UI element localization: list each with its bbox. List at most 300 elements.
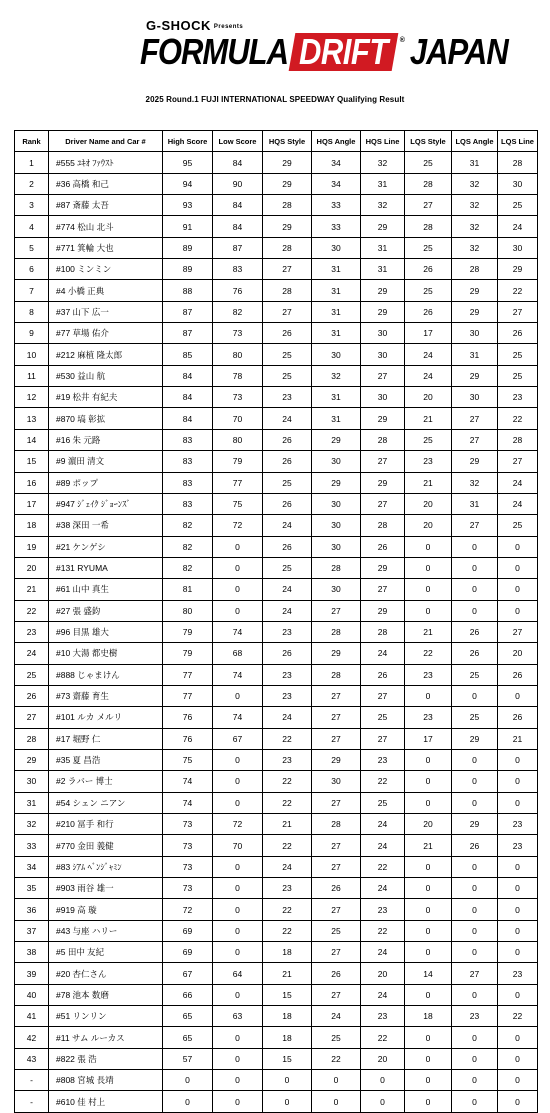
cell-hqs-line: 29 xyxy=(361,557,405,578)
cell-lqs-angle: 0 xyxy=(452,771,498,792)
cell-low-score: 0 xyxy=(213,1027,263,1048)
cell-high-score: 82 xyxy=(163,536,213,557)
cell-lqs-angle: 29 xyxy=(452,814,498,835)
cell-hqs-style: 22 xyxy=(263,899,312,920)
cell-lqs-angle: 26 xyxy=(452,643,498,664)
cell-hqs-line: 20 xyxy=(361,963,405,984)
cell-low-score: 80 xyxy=(213,429,263,450)
cell-hqs-style: 24 xyxy=(263,707,312,728)
cell-lqs-angle: 0 xyxy=(452,579,498,600)
cell-high-score: 74 xyxy=(163,771,213,792)
cell-lqs-style: 0 xyxy=(405,792,452,813)
cell-lqs-angle: 29 xyxy=(452,280,498,301)
cell-lqs-angle: 0 xyxy=(452,536,498,557)
cell-driver: #2 ラバー 博士 xyxy=(49,771,163,792)
cell-hqs-style: 26 xyxy=(263,493,312,514)
table-row xyxy=(15,195,538,216)
cell-low-score: 74 xyxy=(213,707,263,728)
cell-high-score: 77 xyxy=(163,685,213,706)
cell-hqs-style: 26 xyxy=(263,429,312,450)
cell-lqs-line: 0 xyxy=(498,920,538,941)
table-row xyxy=(15,472,538,493)
cell-hqs-line: 0 xyxy=(361,1070,405,1091)
cell-lqs-angle: 29 xyxy=(452,301,498,322)
column-header-hqs-style: HQS Style xyxy=(263,131,312,152)
cell-hqs-angle: 31 xyxy=(312,259,361,280)
cell-rank: 36 xyxy=(15,899,49,920)
cell-lqs-line: 22 xyxy=(498,1006,538,1027)
cell-lqs-angle: 0 xyxy=(452,984,498,1005)
cell-low-score: 73 xyxy=(213,323,263,344)
cell-hqs-style: 28 xyxy=(263,237,312,258)
column-header-lqs-line: LQS Line xyxy=(498,131,538,152)
cell-driver: #903 雨谷 雄一 xyxy=(49,878,163,899)
cell-driver: #770 金田 義健 xyxy=(49,835,163,856)
cell-hqs-angle: 26 xyxy=(312,963,361,984)
cell-rank: 13 xyxy=(15,408,49,429)
cell-hqs-angle: 31 xyxy=(312,408,361,429)
cell-lqs-style: 14 xyxy=(405,963,452,984)
sponsor-presents: Presents xyxy=(213,23,244,30)
cell-hqs-angle: 25 xyxy=(312,920,361,941)
cell-rank: - xyxy=(15,1091,49,1112)
table-row xyxy=(15,749,538,770)
cell-lqs-style: 0 xyxy=(405,1091,452,1112)
cell-hqs-angle: 30 xyxy=(312,451,361,472)
cell-rank: 5 xyxy=(15,237,49,258)
cell-hqs-line: 30 xyxy=(361,344,405,365)
cell-hqs-style: 15 xyxy=(263,984,312,1005)
cell-high-score: 84 xyxy=(163,408,213,429)
cell-lqs-line: 24 xyxy=(498,472,538,493)
table-row xyxy=(15,621,538,642)
cell-rank: 15 xyxy=(15,451,49,472)
cell-hqs-angle: 34 xyxy=(312,173,361,194)
cell-lqs-angle: 23 xyxy=(452,1006,498,1027)
cell-hqs-angle: 27 xyxy=(312,984,361,1005)
cell-hqs-angle: 22 xyxy=(312,1048,361,1069)
cell-hqs-line: 27 xyxy=(361,728,405,749)
cell-high-score: 69 xyxy=(163,942,213,963)
cell-lqs-angle: 32 xyxy=(452,173,498,194)
cell-hqs-style: 0 xyxy=(263,1091,312,1112)
cell-hqs-angle: 34 xyxy=(312,152,361,173)
cell-driver: #78 池本 数磨 xyxy=(49,984,163,1005)
cell-hqs-style: 18 xyxy=(263,942,312,963)
cell-driver: #87 斎藤 太吾 xyxy=(49,195,163,216)
cell-low-score: 82 xyxy=(213,301,263,322)
cell-hqs-line: 27 xyxy=(361,493,405,514)
cell-low-score: 72 xyxy=(213,814,263,835)
cell-hqs-angle: 33 xyxy=(312,216,361,237)
cell-rank: 39 xyxy=(15,963,49,984)
cell-high-score: 89 xyxy=(163,237,213,258)
cell-hqs-line: 25 xyxy=(361,792,405,813)
cell-hqs-line: 29 xyxy=(361,280,405,301)
cell-hqs-angle: 30 xyxy=(312,237,361,258)
cell-low-score: 0 xyxy=(213,792,263,813)
cell-lqs-angle: 27 xyxy=(452,429,498,450)
cell-hqs-style: 29 xyxy=(263,216,312,237)
cell-hqs-line: 24 xyxy=(361,643,405,664)
cell-hqs-style: 22 xyxy=(263,792,312,813)
cell-hqs-angle: 27 xyxy=(312,835,361,856)
cell-lqs-style: 25 xyxy=(405,429,452,450)
cell-hqs-line: 29 xyxy=(361,216,405,237)
cell-driver: #555 ﾕｷｵ ﾌｧｳｽﾄ xyxy=(49,152,163,173)
cell-lqs-line: 27 xyxy=(498,301,538,322)
cell-hqs-angle: 30 xyxy=(312,579,361,600)
cell-hqs-line: 24 xyxy=(361,878,405,899)
cell-lqs-style: 0 xyxy=(405,579,452,600)
cell-lqs-angle: 31 xyxy=(452,152,498,173)
cell-lqs-angle: 0 xyxy=(452,899,498,920)
cell-rank: 17 xyxy=(15,493,49,514)
cell-rank: 4 xyxy=(15,216,49,237)
cell-lqs-style: 26 xyxy=(405,259,452,280)
table-row xyxy=(15,707,538,728)
cell-rank: 26 xyxy=(15,685,49,706)
cell-low-score: 72 xyxy=(213,515,263,536)
logo-drift-box xyxy=(289,30,398,73)
cell-lqs-angle: 0 xyxy=(452,792,498,813)
cell-hqs-angle: 28 xyxy=(312,664,361,685)
cell-low-score: 80 xyxy=(213,344,263,365)
cell-hqs-line: 22 xyxy=(361,1027,405,1048)
cell-lqs-line: 0 xyxy=(498,579,538,600)
cell-hqs-angle: 27 xyxy=(312,600,361,621)
cell-rank: 3 xyxy=(15,195,49,216)
cell-rank: 1 xyxy=(15,152,49,173)
cell-hqs-angle: 31 xyxy=(312,280,361,301)
cell-low-score: 0 xyxy=(213,1048,263,1069)
cell-hqs-style: 21 xyxy=(263,963,312,984)
cell-driver: #9 濵田 清文 xyxy=(49,451,163,472)
column-header-rank: Rank xyxy=(15,131,49,152)
cell-lqs-style: 0 xyxy=(405,536,452,557)
cell-low-score: 78 xyxy=(213,365,263,386)
cell-driver: #888 じゃまけん xyxy=(49,664,163,685)
cell-lqs-angle: 0 xyxy=(452,1091,498,1112)
cell-lqs-style: 0 xyxy=(405,1048,452,1069)
table-row xyxy=(15,920,538,941)
cell-driver: #212 麻植 隆太郎 xyxy=(49,344,163,365)
cell-low-score: 74 xyxy=(213,621,263,642)
table-row xyxy=(15,323,538,344)
cell-driver: #35 夏 昌浩 xyxy=(49,749,163,770)
cell-lqs-line: 0 xyxy=(498,685,538,706)
cell-hqs-angle: 33 xyxy=(312,195,361,216)
cell-rank: 22 xyxy=(15,600,49,621)
cell-lqs-style: 23 xyxy=(405,707,452,728)
cell-low-score: 84 xyxy=(213,216,263,237)
cell-rank: 19 xyxy=(15,536,49,557)
cell-hqs-angle: 27 xyxy=(312,707,361,728)
column-header-lqs-style: LQS Style xyxy=(405,131,452,152)
cell-high-score: 57 xyxy=(163,1048,213,1069)
cell-rank: - xyxy=(15,1070,49,1091)
cell-lqs-style: 25 xyxy=(405,237,452,258)
cell-rank: 18 xyxy=(15,515,49,536)
cell-lqs-style: 0 xyxy=(405,984,452,1005)
logo-word-formula: FORMULA xyxy=(140,30,288,73)
table-row xyxy=(15,963,538,984)
table-row xyxy=(15,301,538,322)
cell-hqs-angle: 27 xyxy=(312,856,361,877)
cell-hqs-angle: 30 xyxy=(312,515,361,536)
cell-lqs-style: 0 xyxy=(405,600,452,621)
cell-lqs-angle: 0 xyxy=(452,1048,498,1069)
cell-hqs-style: 23 xyxy=(263,621,312,642)
cell-hqs-line: 22 xyxy=(361,771,405,792)
cell-hqs-line: 29 xyxy=(361,301,405,322)
cell-lqs-line: 25 xyxy=(498,515,538,536)
cell-lqs-style: 22 xyxy=(405,643,452,664)
cell-lqs-line: 25 xyxy=(498,365,538,386)
cell-lqs-style: 23 xyxy=(405,451,452,472)
table-row xyxy=(15,280,538,301)
cell-rank: 38 xyxy=(15,942,49,963)
cell-hqs-angle: 28 xyxy=(312,621,361,642)
logo-word-drift: DRIFT xyxy=(298,30,388,73)
table-header xyxy=(15,131,538,152)
cell-low-score: 83 xyxy=(213,259,263,280)
cell-hqs-style: 23 xyxy=(263,685,312,706)
cell-hqs-style: 18 xyxy=(263,1027,312,1048)
cell-driver: #822 張 浩 xyxy=(49,1048,163,1069)
cell-lqs-angle: 30 xyxy=(452,323,498,344)
cell-lqs-angle: 25 xyxy=(452,707,498,728)
cell-low-score: 87 xyxy=(213,237,263,258)
cell-lqs-angle: 29 xyxy=(452,728,498,749)
cell-lqs-angle: 29 xyxy=(452,365,498,386)
cell-lqs-angle: 0 xyxy=(452,600,498,621)
cell-hqs-style: 25 xyxy=(263,365,312,386)
cell-lqs-style: 28 xyxy=(405,216,452,237)
cell-hqs-style: 28 xyxy=(263,195,312,216)
cell-hqs-line: 26 xyxy=(361,664,405,685)
cell-hqs-line: 24 xyxy=(361,942,405,963)
table-row xyxy=(15,771,538,792)
cell-lqs-angle: 25 xyxy=(452,664,498,685)
table-row xyxy=(15,387,538,408)
cell-driver: #51 リンリン xyxy=(49,1006,163,1027)
table-body xyxy=(15,152,538,1112)
cell-lqs-style: 21 xyxy=(405,621,452,642)
cell-lqs-line: 0 xyxy=(498,749,538,770)
cell-lqs-line: 29 xyxy=(498,259,538,280)
cell-driver: #5 田中 友紀 xyxy=(49,942,163,963)
cell-driver: #947 ｼﾞｪｲｸ ｼﾞｮｰﾝｽﾞ xyxy=(49,493,163,514)
cell-low-score: 84 xyxy=(213,152,263,173)
cell-hqs-line: 31 xyxy=(361,259,405,280)
cell-hqs-angle: 30 xyxy=(312,493,361,514)
cell-low-score: 0 xyxy=(213,942,263,963)
cell-rank: 31 xyxy=(15,792,49,813)
cell-hqs-line: 23 xyxy=(361,899,405,920)
cell-low-score: 0 xyxy=(213,1070,263,1091)
table-row xyxy=(15,899,538,920)
table-row xyxy=(15,984,538,1005)
cell-low-score: 0 xyxy=(213,920,263,941)
cell-driver: #27 張 盛鈞 xyxy=(49,600,163,621)
cell-lqs-line: 26 xyxy=(498,323,538,344)
cell-lqs-line: 28 xyxy=(498,152,538,173)
cell-high-score: 72 xyxy=(163,899,213,920)
cell-hqs-style: 26 xyxy=(263,536,312,557)
cell-hqs-style: 27 xyxy=(263,301,312,322)
table-row xyxy=(15,664,538,685)
cell-hqs-style: 18 xyxy=(263,1006,312,1027)
cell-lqs-angle: 27 xyxy=(452,408,498,429)
cell-lqs-line: 0 xyxy=(498,878,538,899)
cell-hqs-style: 22 xyxy=(263,835,312,856)
cell-low-score: 0 xyxy=(213,984,263,1005)
table-row xyxy=(15,1091,538,1112)
cell-hqs-line: 32 xyxy=(361,152,405,173)
cell-lqs-line: 0 xyxy=(498,856,538,877)
cell-driver: #37 山下 広一 xyxy=(49,301,163,322)
column-header-driver: Driver Name and Car # xyxy=(49,131,163,152)
cell-hqs-angle: 24 xyxy=(312,1006,361,1027)
cell-lqs-angle: 0 xyxy=(452,1070,498,1091)
cell-high-score: 79 xyxy=(163,643,213,664)
cell-rank: 28 xyxy=(15,728,49,749)
cell-high-score: 73 xyxy=(163,814,213,835)
cell-high-score: 73 xyxy=(163,835,213,856)
cell-high-score: 69 xyxy=(163,920,213,941)
cell-hqs-line: 31 xyxy=(361,237,405,258)
cell-driver: #89 ポップ xyxy=(49,472,163,493)
cell-rank: 23 xyxy=(15,621,49,642)
qualifying-results-table xyxy=(14,130,538,1113)
cell-lqs-line: 30 xyxy=(498,173,538,194)
cell-high-score: 83 xyxy=(163,429,213,450)
cell-rank: 2 xyxy=(15,173,49,194)
cell-lqs-style: 20 xyxy=(405,387,452,408)
cell-driver: #20 杏仁さん xyxy=(49,963,163,984)
cell-lqs-line: 25 xyxy=(498,195,538,216)
cell-hqs-line: 24 xyxy=(361,984,405,1005)
cell-lqs-line: 21 xyxy=(498,728,538,749)
cell-high-score: 0 xyxy=(163,1091,213,1112)
cell-lqs-line: 28 xyxy=(498,429,538,450)
cell-hqs-line: 23 xyxy=(361,1006,405,1027)
cell-high-score: 87 xyxy=(163,323,213,344)
cell-hqs-angle: 25 xyxy=(312,1027,361,1048)
registered-mark: ® xyxy=(399,37,405,44)
cell-low-score: 76 xyxy=(213,280,263,301)
cell-lqs-line: 0 xyxy=(498,1091,538,1112)
cell-hqs-angle: 0 xyxy=(312,1091,361,1112)
cell-hqs-style: 24 xyxy=(263,600,312,621)
cell-hqs-line: 27 xyxy=(361,579,405,600)
table-row xyxy=(15,365,538,386)
cell-hqs-style: 25 xyxy=(263,557,312,578)
cell-lqs-angle: 29 xyxy=(452,451,498,472)
cell-lqs-angle: 0 xyxy=(452,920,498,941)
cell-lqs-line: 23 xyxy=(498,387,538,408)
cell-lqs-angle: 27 xyxy=(452,515,498,536)
cell-lqs-angle: 31 xyxy=(452,493,498,514)
table-row xyxy=(15,1070,538,1091)
cell-hqs-style: 15 xyxy=(263,1048,312,1069)
cell-rank: 41 xyxy=(15,1006,49,1027)
table-row xyxy=(15,1006,538,1027)
cell-lqs-line: 0 xyxy=(498,792,538,813)
table-row xyxy=(15,515,538,536)
table-row xyxy=(15,536,538,557)
cell-lqs-style: 25 xyxy=(405,280,452,301)
cell-high-score: 65 xyxy=(163,1027,213,1048)
cell-driver: #73 齋藤 育生 xyxy=(49,685,163,706)
cell-lqs-style: 27 xyxy=(405,195,452,216)
cell-high-score: 88 xyxy=(163,280,213,301)
cell-lqs-style: 0 xyxy=(405,942,452,963)
cell-hqs-style: 26 xyxy=(263,323,312,344)
cell-hqs-angle: 30 xyxy=(312,771,361,792)
cell-rank: 35 xyxy=(15,878,49,899)
cell-hqs-angle: 32 xyxy=(312,365,361,386)
cell-lqs-line: 0 xyxy=(498,984,538,1005)
cell-hqs-line: 30 xyxy=(361,323,405,344)
cell-rank: 29 xyxy=(15,749,49,770)
cell-rank: 16 xyxy=(15,472,49,493)
cell-lqs-style: 28 xyxy=(405,173,452,194)
column-header-hqs-angle: HQS Angle xyxy=(312,131,361,152)
cell-lqs-style: 0 xyxy=(405,749,452,770)
cell-hqs-line: 27 xyxy=(361,451,405,472)
cell-hqs-style: 27 xyxy=(263,259,312,280)
table-row xyxy=(15,643,538,664)
cell-lqs-line: 23 xyxy=(498,835,538,856)
cell-hqs-line: 30 xyxy=(361,387,405,408)
cell-hqs-line: 0 xyxy=(361,1091,405,1112)
cell-rank: 14 xyxy=(15,429,49,450)
table-row xyxy=(15,259,538,280)
cell-lqs-style: 0 xyxy=(405,920,452,941)
cell-lqs-angle: 30 xyxy=(452,387,498,408)
cell-driver: #54 シェン ニアン xyxy=(49,792,163,813)
cell-hqs-style: 24 xyxy=(263,856,312,877)
cell-hqs-angle: 27 xyxy=(312,685,361,706)
cell-hqs-line: 32 xyxy=(361,195,405,216)
cell-high-score: 93 xyxy=(163,195,213,216)
cell-rank: 27 xyxy=(15,707,49,728)
cell-lqs-line: 0 xyxy=(498,899,538,920)
cell-hqs-angle: 31 xyxy=(312,323,361,344)
cell-lqs-style: 0 xyxy=(405,856,452,877)
cell-driver: #808 宮城 長靖 xyxy=(49,1070,163,1091)
table-row xyxy=(15,344,538,365)
table-row xyxy=(15,942,538,963)
cell-driver: #61 山中 真生 xyxy=(49,579,163,600)
cell-lqs-style: 26 xyxy=(405,301,452,322)
cell-hqs-angle: 27 xyxy=(312,899,361,920)
cell-lqs-line: 0 xyxy=(498,536,538,557)
cell-low-score: 0 xyxy=(213,771,263,792)
cell-driver: #774 松山 北斗 xyxy=(49,216,163,237)
cell-rank: 12 xyxy=(15,387,49,408)
cell-lqs-line: 27 xyxy=(498,451,538,472)
cell-lqs-style: 17 xyxy=(405,323,452,344)
cell-rank: 25 xyxy=(15,664,49,685)
cell-low-score: 74 xyxy=(213,664,263,685)
cell-hqs-line: 29 xyxy=(361,408,405,429)
cell-hqs-style: 28 xyxy=(263,280,312,301)
cell-lqs-line: 20 xyxy=(498,643,538,664)
table-row xyxy=(15,835,538,856)
